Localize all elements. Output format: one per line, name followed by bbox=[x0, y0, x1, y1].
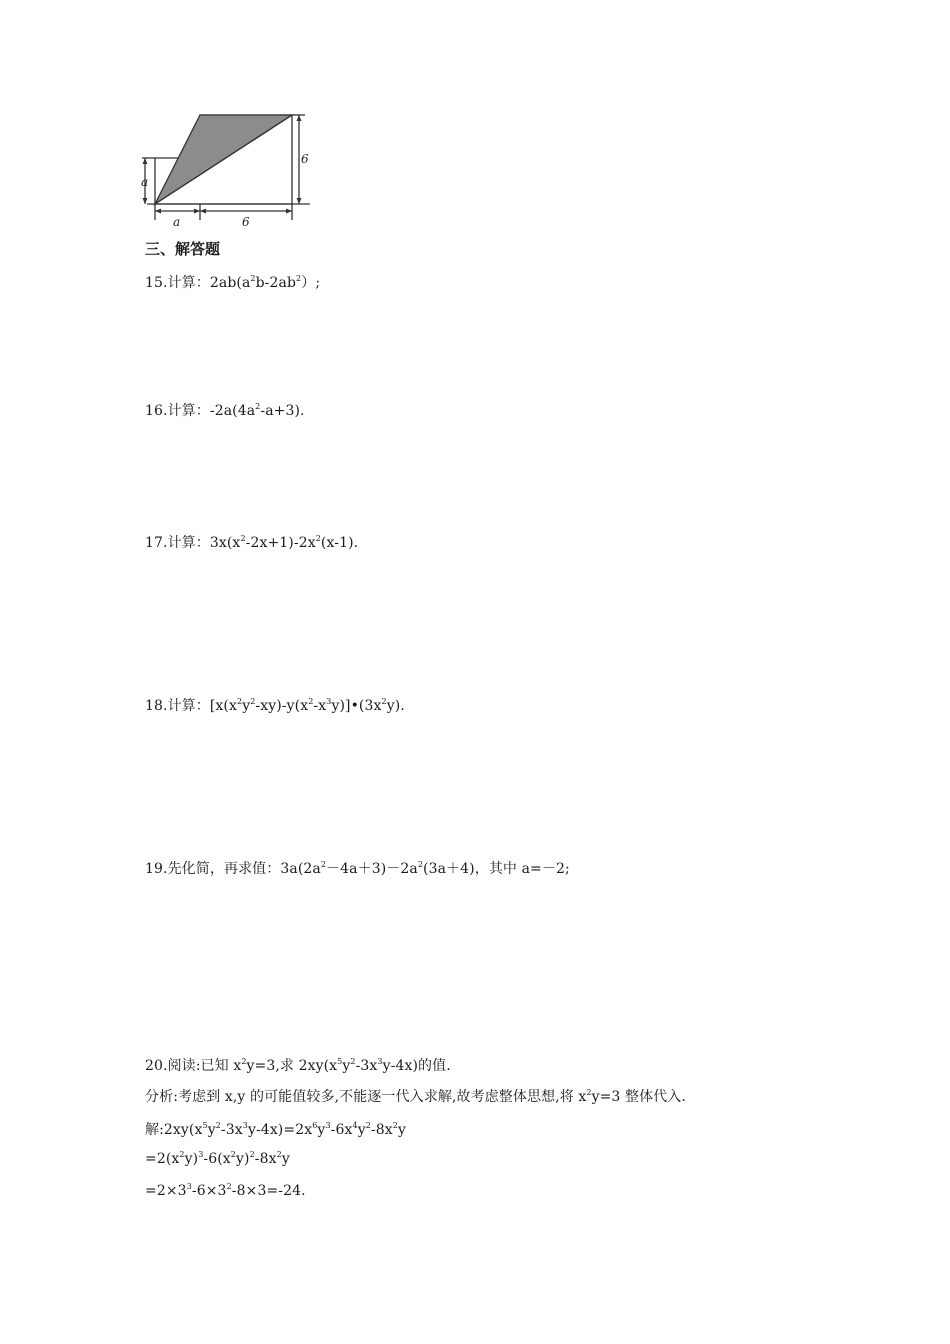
text-segment: －4a＋3)－2a bbox=[326, 861, 418, 877]
text-segment: 16.计算：-2a(4a bbox=[145, 403, 256, 419]
text-segment: y bbox=[342, 1058, 351, 1074]
exponent: 2 bbox=[236, 697, 243, 706]
text-segment: y) bbox=[236, 1151, 250, 1167]
question-20-solution-step1 bbox=[145, 1119, 406, 1139]
exponent: 2 bbox=[241, 1057, 247, 1066]
text-segment: y=3 整体代入. bbox=[591, 1089, 686, 1105]
text-segment: 15.计算：2ab(a bbox=[145, 275, 251, 291]
text-segment: 19.先化简，再求值：3a(2a bbox=[145, 861, 321, 877]
text-segment: y=3,求 2xy(x bbox=[246, 1058, 338, 1074]
exponent: 2 bbox=[230, 1150, 236, 1159]
text-segment: 解:2xy(x bbox=[145, 1122, 203, 1138]
text-segment: y bbox=[207, 1122, 216, 1138]
text-segment: =2(x bbox=[145, 1151, 180, 1167]
text-segment: -6×3 bbox=[191, 1183, 227, 1199]
question-15 bbox=[145, 272, 320, 292]
question-20-solution-step3 bbox=[145, 1183, 306, 1199]
text-segment: =2×3 bbox=[145, 1183, 187, 1199]
exponent: 6 bbox=[312, 1121, 318, 1130]
text-segment: y)]•(3x bbox=[331, 698, 382, 714]
exponent: 3 bbox=[325, 1121, 331, 1130]
exponent: 4 bbox=[352, 1121, 358, 1130]
text-segment: y bbox=[281, 1151, 290, 1167]
exponent: 2 bbox=[226, 1182, 232, 1191]
text-segment: -8×3=-24. bbox=[231, 1183, 306, 1199]
question-20-analysis bbox=[145, 1086, 686, 1106]
exponent: 2 bbox=[320, 860, 327, 869]
exponent: 3 bbox=[377, 1057, 383, 1066]
text-segment: y bbox=[397, 1122, 406, 1138]
text-segment: 17.计算：3x(x bbox=[145, 535, 241, 551]
text-segment: y bbox=[357, 1122, 366, 1138]
question-19 bbox=[145, 858, 570, 878]
exponent: 5 bbox=[337, 1057, 343, 1066]
exponent: 2 bbox=[249, 1150, 255, 1159]
exponent: 2 bbox=[417, 860, 424, 869]
text-segment: 分析:考虑到 x,y 的可能值较多,不能逐一代入求解,故考虑整体思想,将 x bbox=[145, 1089, 587, 1105]
exponent: 2 bbox=[215, 1121, 221, 1130]
text-segment: y bbox=[242, 698, 251, 714]
exponent: 2 bbox=[365, 1121, 371, 1130]
exponent: 2 bbox=[179, 1150, 185, 1159]
exponent: 2 bbox=[255, 402, 261, 411]
question-18 bbox=[145, 695, 405, 715]
text-segment: 18.计算：[x(x bbox=[145, 698, 237, 714]
section-title: 三、解答题 bbox=[145, 240, 221, 258]
geometry-figure bbox=[142, 108, 314, 230]
text-segment: -6x bbox=[330, 1122, 353, 1138]
label-right-6: 6 bbox=[301, 152, 309, 166]
exponent: 2 bbox=[586, 1088, 592, 1097]
exponent: 3 bbox=[186, 1182, 192, 1191]
text-segment: y-4x)的值. bbox=[382, 1058, 451, 1074]
label-left-a: a bbox=[141, 175, 149, 189]
exponent: 2 bbox=[381, 697, 387, 706]
text-segment: -3x bbox=[355, 1058, 378, 1074]
exponent: 2 bbox=[296, 274, 302, 283]
question-20-solution-step2 bbox=[145, 1151, 290, 1167]
question-17 bbox=[145, 532, 358, 552]
exponent: 3 bbox=[326, 697, 332, 706]
text-segment: (x-1). bbox=[320, 535, 359, 551]
exponent: 2 bbox=[250, 697, 256, 706]
question-16 bbox=[145, 400, 305, 420]
text-segment: y bbox=[317, 1122, 326, 1138]
exponent: 2 bbox=[240, 534, 246, 543]
text-segment: -8x bbox=[370, 1122, 393, 1138]
text-segment: -3x bbox=[220, 1122, 243, 1138]
exponent: 2 bbox=[276, 1150, 282, 1159]
text-segment: y) bbox=[184, 1151, 199, 1167]
exponent: 2 bbox=[350, 1057, 356, 1066]
text-segment: -x bbox=[313, 698, 327, 714]
label-bottom-a: a bbox=[173, 215, 181, 229]
text-segment: -a+3). bbox=[260, 403, 305, 419]
question-20-title bbox=[145, 1055, 451, 1075]
text-segment: ）; bbox=[301, 275, 321, 291]
text-segment: -2x+1)-2x bbox=[245, 535, 316, 551]
text-segment: -xy)-y(x bbox=[255, 698, 309, 714]
text-segment: y). bbox=[386, 698, 405, 714]
text-segment: 20.阅读:已知 x bbox=[145, 1058, 242, 1074]
text-segment: (3a＋4)，其中 a=－2; bbox=[423, 861, 570, 877]
exponent: 5 bbox=[202, 1121, 208, 1130]
exponent: 2 bbox=[315, 534, 321, 543]
exponent: 2 bbox=[250, 274, 256, 283]
text-segment: b-2ab bbox=[255, 275, 297, 291]
exponent: 3 bbox=[198, 1150, 204, 1159]
exponent: 3 bbox=[242, 1121, 248, 1130]
exponent: 2 bbox=[392, 1121, 398, 1130]
text-segment: -8x bbox=[254, 1151, 277, 1167]
text-segment: y-4x)=2x bbox=[247, 1122, 313, 1138]
exponent: 2 bbox=[308, 697, 314, 706]
label-bottom-6: 6 bbox=[242, 215, 250, 229]
text-segment: -6(x bbox=[203, 1151, 231, 1167]
